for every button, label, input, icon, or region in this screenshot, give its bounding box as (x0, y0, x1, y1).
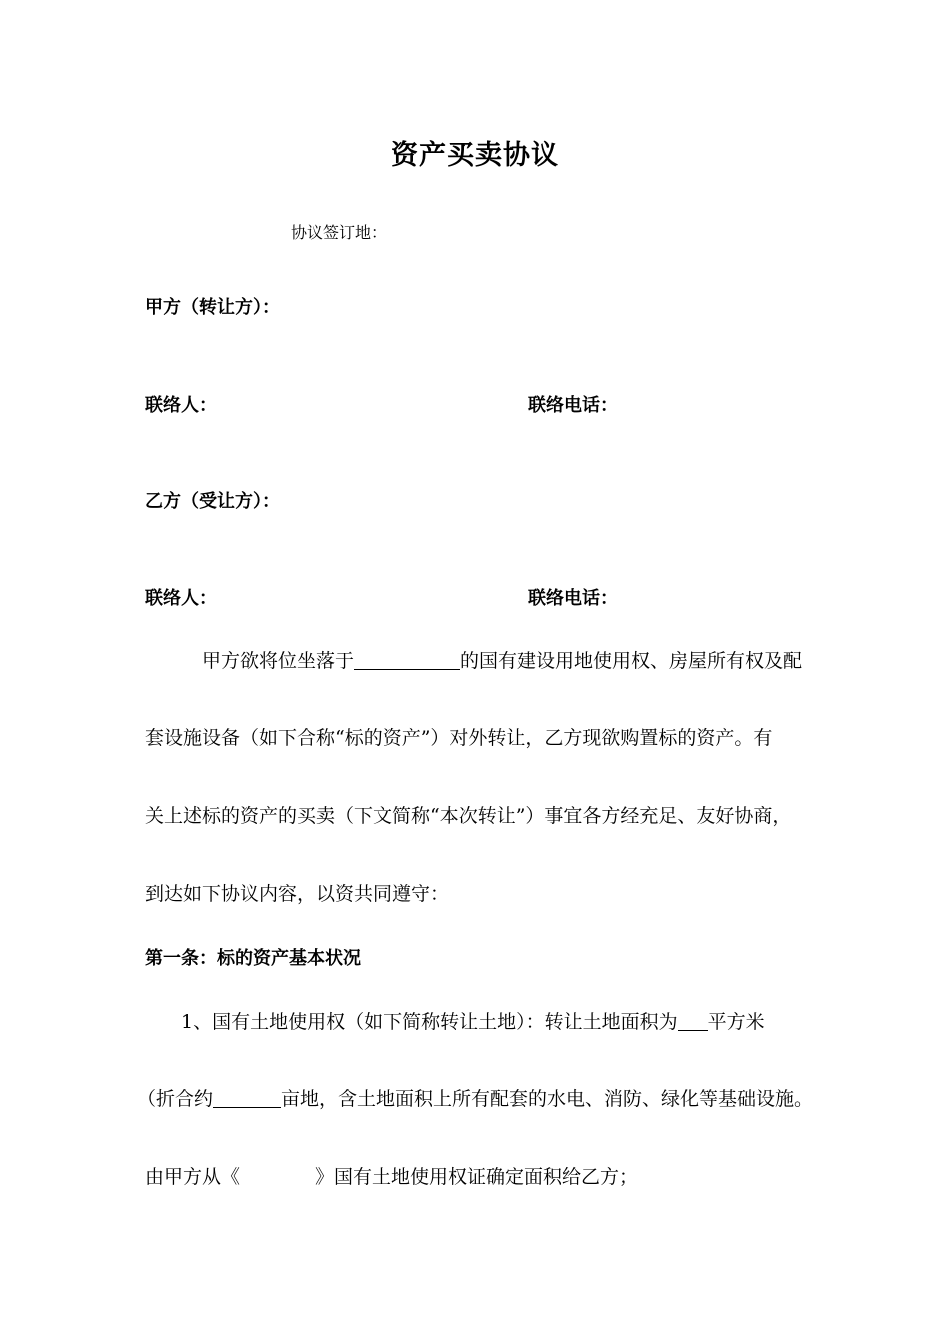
intro-line-1-part-a: 甲方欲将位坐落于 (202, 650, 355, 672)
party-a-contact-label: 联络人： (145, 395, 217, 416)
intro-line-3: 关上述标的资产的买卖（下文简称“本次转让”）事宜各方经充足、友好协商， (145, 805, 792, 827)
mu-area-blank (213, 1088, 281, 1108)
item-1-line-1-part-a: 1、国有土地使用权（如下简称转让土地）：转让土地面积为 (181, 1011, 678, 1033)
document-title: 资产买卖协议 (391, 140, 559, 171)
party-b-phone-label: 联络电话： (528, 588, 618, 609)
article-1-item-1-line-3 (145, 1162, 638, 1189)
party-a-phone-label: 联络电话： (528, 395, 618, 416)
item-1-line-3-part-b: 》国有土地使用权证确定面积给乙方； (315, 1166, 639, 1188)
intro-line-1 (202, 646, 802, 673)
article-1-item-1-line-1 (181, 1007, 765, 1034)
item-1-line-1-part-b: 平方米 (707, 1011, 765, 1033)
party-b-label: 乙方（受让方）： (145, 491, 280, 512)
article-1-heading: 第一条：标的资产基本状况 (145, 948, 361, 969)
item-1-line-2-part-a: （折合约 (137, 1088, 214, 1110)
party-b-contact-label: 联络人： (145, 588, 217, 609)
location-blank (354, 650, 460, 670)
party-a-label: 甲方（转让方）： (145, 297, 280, 318)
signing-place-label: 协议签订地： (291, 223, 388, 242)
intro-line-1-part-b: 的国有建设用地使用权、房屋所有权及配 (460, 650, 803, 672)
item-1-line-2-part-b: 亩地，含土地面积上所有配套的水电、消防、绿化等基础设施。 (281, 1088, 814, 1110)
land-area-blank (678, 1011, 708, 1031)
article-1-item-1-line-2 (137, 1084, 813, 1111)
intro-line-2: 套设施设备（如下合称“标的资产”）对外转让，乙方现欲购置标的资产。有 (145, 727, 773, 749)
item-1-line-3-part-a: 由甲方从《 (145, 1166, 241, 1188)
intro-line-4: 到达如下协议内容，以资共同遵守： (145, 883, 450, 905)
